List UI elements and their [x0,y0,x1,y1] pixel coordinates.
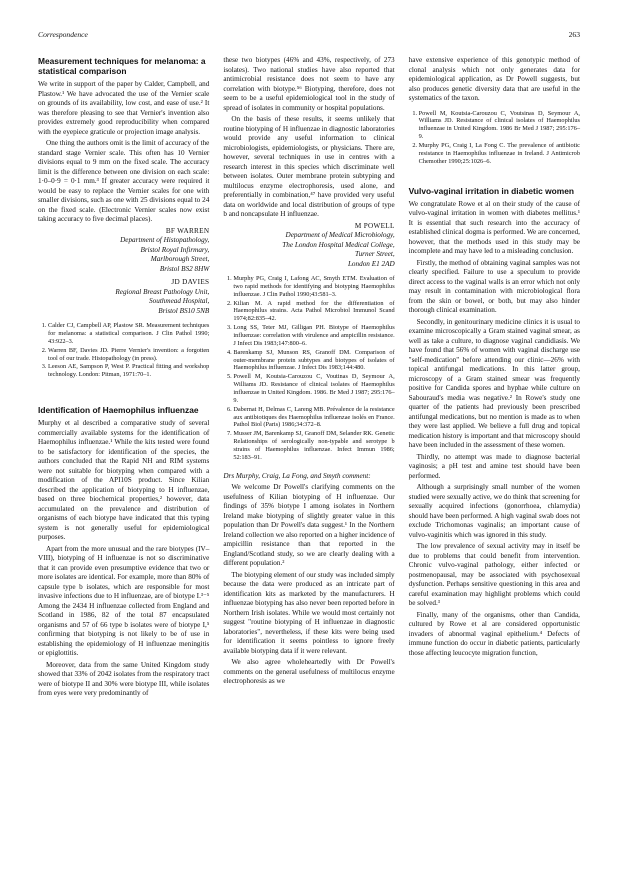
reference-item: 4. Barenkamp SJ, Munson RS, Granoff DM. Comparison of outer-membrane protein subtypes and biotypes of isolates of Haemophilus influenzae. J Infect Dis 1983;144:480. [233,349,394,373]
author-affiliation: Department of Medical Microbiology, [285,231,395,239]
reference-list [409,110,580,166]
reference-item: 1. Powell M, Koutsia-Carouzou C, Voutsinas D, Seymour A, Williams JD. Resistance of clinical isolates of Haemophilus influenzae in United Kingdom. 1986 Br Med J 1987; 295:176–9. [419,110,580,141]
column-2 [223,56,394,701]
reference-item: 1. Murphy PG, Craig I, Lafong AC, Smyth ETM. Evaluation of two rapid methods for identifying and biotyping Haemophilus influenzae. J Clin Pathol 1990;43:581–3. [233,275,394,299]
author-affiliation: Southmead Hospital, [149,297,210,306]
paragraph: The low prevalence of sexual activity may in itself be due to problems that could benefit from intervention. Chronic vulvo-vaginal pathology, either infected or postmenopausal, may be associated with psychosexual dysfunction. Perhaps sensitive questioning in this area and careful examination may highlight problems which could be solved.³ [408,542,580,608]
signature-block [223,222,394,270]
author-affiliation: Department of Histopathology, [120,236,210,245]
author-affiliation: London E1 2AD [347,259,395,268]
reference-item: 2. Warren BF, Davies JD. Pierre Vernier's invention: a forgotten tool of our trade. Histopathology (in press). [48,347,209,363]
paragraph: Thirdly, no attempt was made to diagnose bacterial vaginosis; a pH test and amine test should have been performed. [408,452,580,480]
reference-item: 5. Powell M, Koutsia-Carouzou C, Voutinas D, Seymour A, Williams JD. Resistance of clinical isolates of Haemophilus influenzae in United Kingdom. 1986. Br Med J 1987; 295:176–9. [233,373,394,404]
author-affiliation: Marlborough Street, [150,255,210,264]
reference-item: 6. Dabernat H, Delmas C, Lareng MB. Prévalence de la resistance aux antibiotiques des Haemophilus influenzae isolés en France. Pathol Biol (Paris) 1986;34:372–8. [233,406,394,430]
letter-title: Identification of Haemophilus influenzae [38,405,199,416]
page-number: 263 [568,30,580,39]
reference-item: 2. Kilian M. A rapid method for the differentiation of Haemophilus strains. Acta Pathol Microbiol Immunol Scand 1974;82:835–42. [233,300,394,324]
paragraph: Murphy et al described a comparative study of several commercially available systems for the identification of Haemophilus influenzae.¹ While the kits tested were found to be satisfactory for identification of the species, the authors concluded that the Rapid NH and RIM systems were not suitable for biotyping when compared with a modification of the API10S product. Since Kilian described the application of biotyping to H influenzae, based on three biochemical properties,² however, data accumulated on the prevalence and distribution of organisms of each biotype have indicated that this typing system is not generally useful for epidemiological purposes. [38,419,210,542]
paragraph: We welcome Dr Powell's clarifying comments on the usefulness of Kilian biotyping of H influenzae. Our findings of 35% biotype I among isolates in Northern Ireland make biotyping of slightly greater value in this population than Dr Powell's data suggest.¹ In the Northern Ireland collection we also reported on a higher incidence of ampicillin resistance than that reported in the England/Scotland study, so we are clearly dealing with a different population.² [223,483,395,568]
author-name: BF WARREN [165,226,210,235]
paragraph: On the basis of these results, it seems unlikely that routine biotyping of H influenzae in diagnostic laboratories would provide any useful information to clinical microbiologists, epidemiologists, or physicians. There are, however, several techniques in use in centres with a research interest in this species which discriminate well between isolates. Outer membrane protein subtyping and multilocus enzyme electrophoresis, used alone, and preferentially in combination,⁴⁷ have provided very useful data on worldwide and local distribution of groups of type b and noncapsulate H influenzae. [223,115,395,218]
paragraph: One thing the authors omit is the limit of accuracy of the standard stage Vernier scale. This often has 10 Vernier divisions equal to 9 mm on the fixed scale. The accuracy limit is the difference between one division on each scale: 1·0–0·9 = 0·1 mm.³ If greater accuracy were required it would be easy to replace the Vernier scales for one with smaller divisions, such as one with 25 divisions equal to 24 on the fixed scale. (Electronic Vernier scales now exist taking accuracy to five decimal places). [38,139,210,224]
reference-list [38,322,209,379]
paragraph: Moreover, data from the same United Kingdom study showed that 33% of 2042 isolates from the respiratory tract were of biotype II and 30% were biotype III, while isolates from eyes were very predominantly of [38,660,210,698]
section-label: Correspondence [38,30,88,39]
paragraph: We write in support of the paper by Calder, Campbell, and Plastow.¹ We have advocated the use of the Vernier scale on grounds of its availability, low cost, and ease of use.² It was therefore pleasing to see that Vernier's invention also provides extremely good reproducibility when compared with the eyepiece graticule or projection image analysis. [38,80,210,136]
paragraph: The biotyping element of our study was included simply because the data were produced as an intricate part of identification kits as marketed by the manufacturers. H influenzae biotyping has also never been reported before in Northern Irish isolates. While we would most certainly not suggest "routine biotyping of H influenzae in diagnostic laboratories", nevertheless, if these kits were being used for identification it seems pointless to ignore freely available biotyping data if it were relevant. [223,570,395,655]
signature-block [38,278,209,316]
paragraph: have extensive experience of this genotypic method of clonal analysis which not only generates data for epidemiological application, as Dr Powell suggests, but also produces genetic diversity data that are useful in the systematics of the taxon. [408,56,580,102]
reference-item: 3. Long SS, Teter MJ, Gilligan PH. Biotype of Haemophilus influenzae: correlation with virulence and ampicillin resistance. J Infect Dis 1983;147:800–6. [233,324,394,348]
reply-heading: Drs Murphy, Craig, La Fong, and Smyth comment: [223,471,371,480]
letter-title: Vulvo-vaginal irritation in diabetic women [408,185,575,196]
paragraph: We also agree wholeheartedly with Dr Powell's comments on the general usefulness of multilocus enzyme electrophoresis as we [223,658,395,686]
reference-item: 1. Calder CJ, Campbell AP, Plastow SR. Measurement techniques for melanoma: a statistical comparison. J Clin Pathol 1990; 43:922–3. [48,322,209,346]
column-3 [409,56,580,701]
reference-list [223,275,394,462]
paragraph: these two biotypes (46% and 43%, respectively, of 273 isolates). Two national studies have also reported that antimicrobial resistance does not seem to have any correlation with biotype.⁵⁶ Biotyping, therefore, does not seem to be a useful epidemiological tool in the study of spread of isolates in community or hospital populations. [223,56,395,112]
author-name: M POWELL [354,221,395,230]
paragraph: We congratulate Rowe et al on their study of the cause of vulvo-vaginal irritation in women with diabetes mellitus.¹ It is essential that such research into the accuracy of established clinical dogma is performed. We are concerned, however, that the methods used in this study may be incomplete and may have led to a misleading conclusion. [408,199,580,256]
reference-item: 2. Murphy PG, Craig I, La Fong C. The prevalence of antibiotic resistance in Haemophilus influenzae in Ireland. J Antimicrob Chemother 1990;25:1026–6. [419,142,580,166]
paragraph: Apart from the more unusual and the rare biotypes (IV–VIII), biotyping of H influenzae is not so discriminative that it can provide even presumptive evidence that two or more isolates are identical. For example, more than 80% of capsule type b isolates, which are responsible for most invasive infections due to H influenzae, are of biotype I.³⁻⁵ Among the 2434 H influenzae collected from England and Scotland in 1986, 82 of the total 87 encapsulated organisms and 57 of 66 type b isolates were of biotype I,⁵ confirming that biotyping is not likely to be of use in establishing the epidemiology of H influenzae meningitis or epiglottitis. [38,544,210,658]
author-affiliation: Bristol Royal Infirmary, [140,245,210,254]
running-head [38,30,580,42]
author-affiliation: Bristol BS2 8HW [159,264,210,273]
column-1 [38,56,209,701]
letter-title: Measurement techniques for melanoma: a statistical comparison [38,56,206,77]
paragraph: Although a surprisingly small number of the women studied were sexually active, we do think that screening for sexually acquired infections (gonorrhoea, chlamydia) should have been performed. A high vaginal swab does not exclude Trichomonas vaginalis; an important cause of vulvo-vaginitis which was ignored in this study. [408,483,580,539]
reference-item: 7. Musser JM, Barenkamp SJ, Granoff DM, Selander RK. Genetic Relationships of serologically non-typable and serotype b strains of Haemophilus influenzae. Infect Immun 1986; 52:183–91. [233,430,394,461]
author-affiliation: Turner Street, [354,250,395,258]
text-columns [38,56,580,701]
author-name: JD DAVIES [171,278,210,287]
paragraph: Firstly, the method of obtaining vaginal samples was not clearly specified. Failure to use a speculum to provide direct access to the vaginal walls is an error which not only may result in contamination with microbiological flora from the skin or bowel, or both, but may also hinder thorough clinical examination. [408,258,580,315]
author-affiliation: Bristol BS10 5NB [158,306,210,315]
signature-block [38,227,209,275]
author-affiliation: Regional Breast Pathology Unit, [115,287,210,296]
reference-item: 3. Leeson AE, Sampson P, West P. Practical fitting and workshop technology. London: Pitman, 1971:70–1. [48,363,209,379]
paragraph: Finally, many of the organisms, other than Candida, cultured by Rowe et al are considered opportunistic invaders of abnormal vaginal epithelium.⁴ Defects of immune function do occur in diabetic patients, particularly those affecting leucocyte migration function, [408,610,580,657]
author-affiliation: The London Hospital Medical College, [282,240,395,249]
paragraph: Secondly, in genitourinary medicine clinics it is usual to examine microscopically a Gram stained vaginal smear, as well as take a culture, to diagnose vaginal candidiasis. We have found that 56% of women with vaginal discharge use "self-medication" before attending our clinic—26% with topical antifungal medications. In this latter group, microscopy of a Gram stained smear was frequently positive for Candida spores and hyphae while culture on Sabouraud's media was negative.² In Rowe's study one quarter of the patients had previously been prescribed antifungal medications, but no mention is made as to when they were last applied. We believe a full drug and topical medication history is important and that microscopy should have been included in the assessment of these women. [408,317,580,450]
